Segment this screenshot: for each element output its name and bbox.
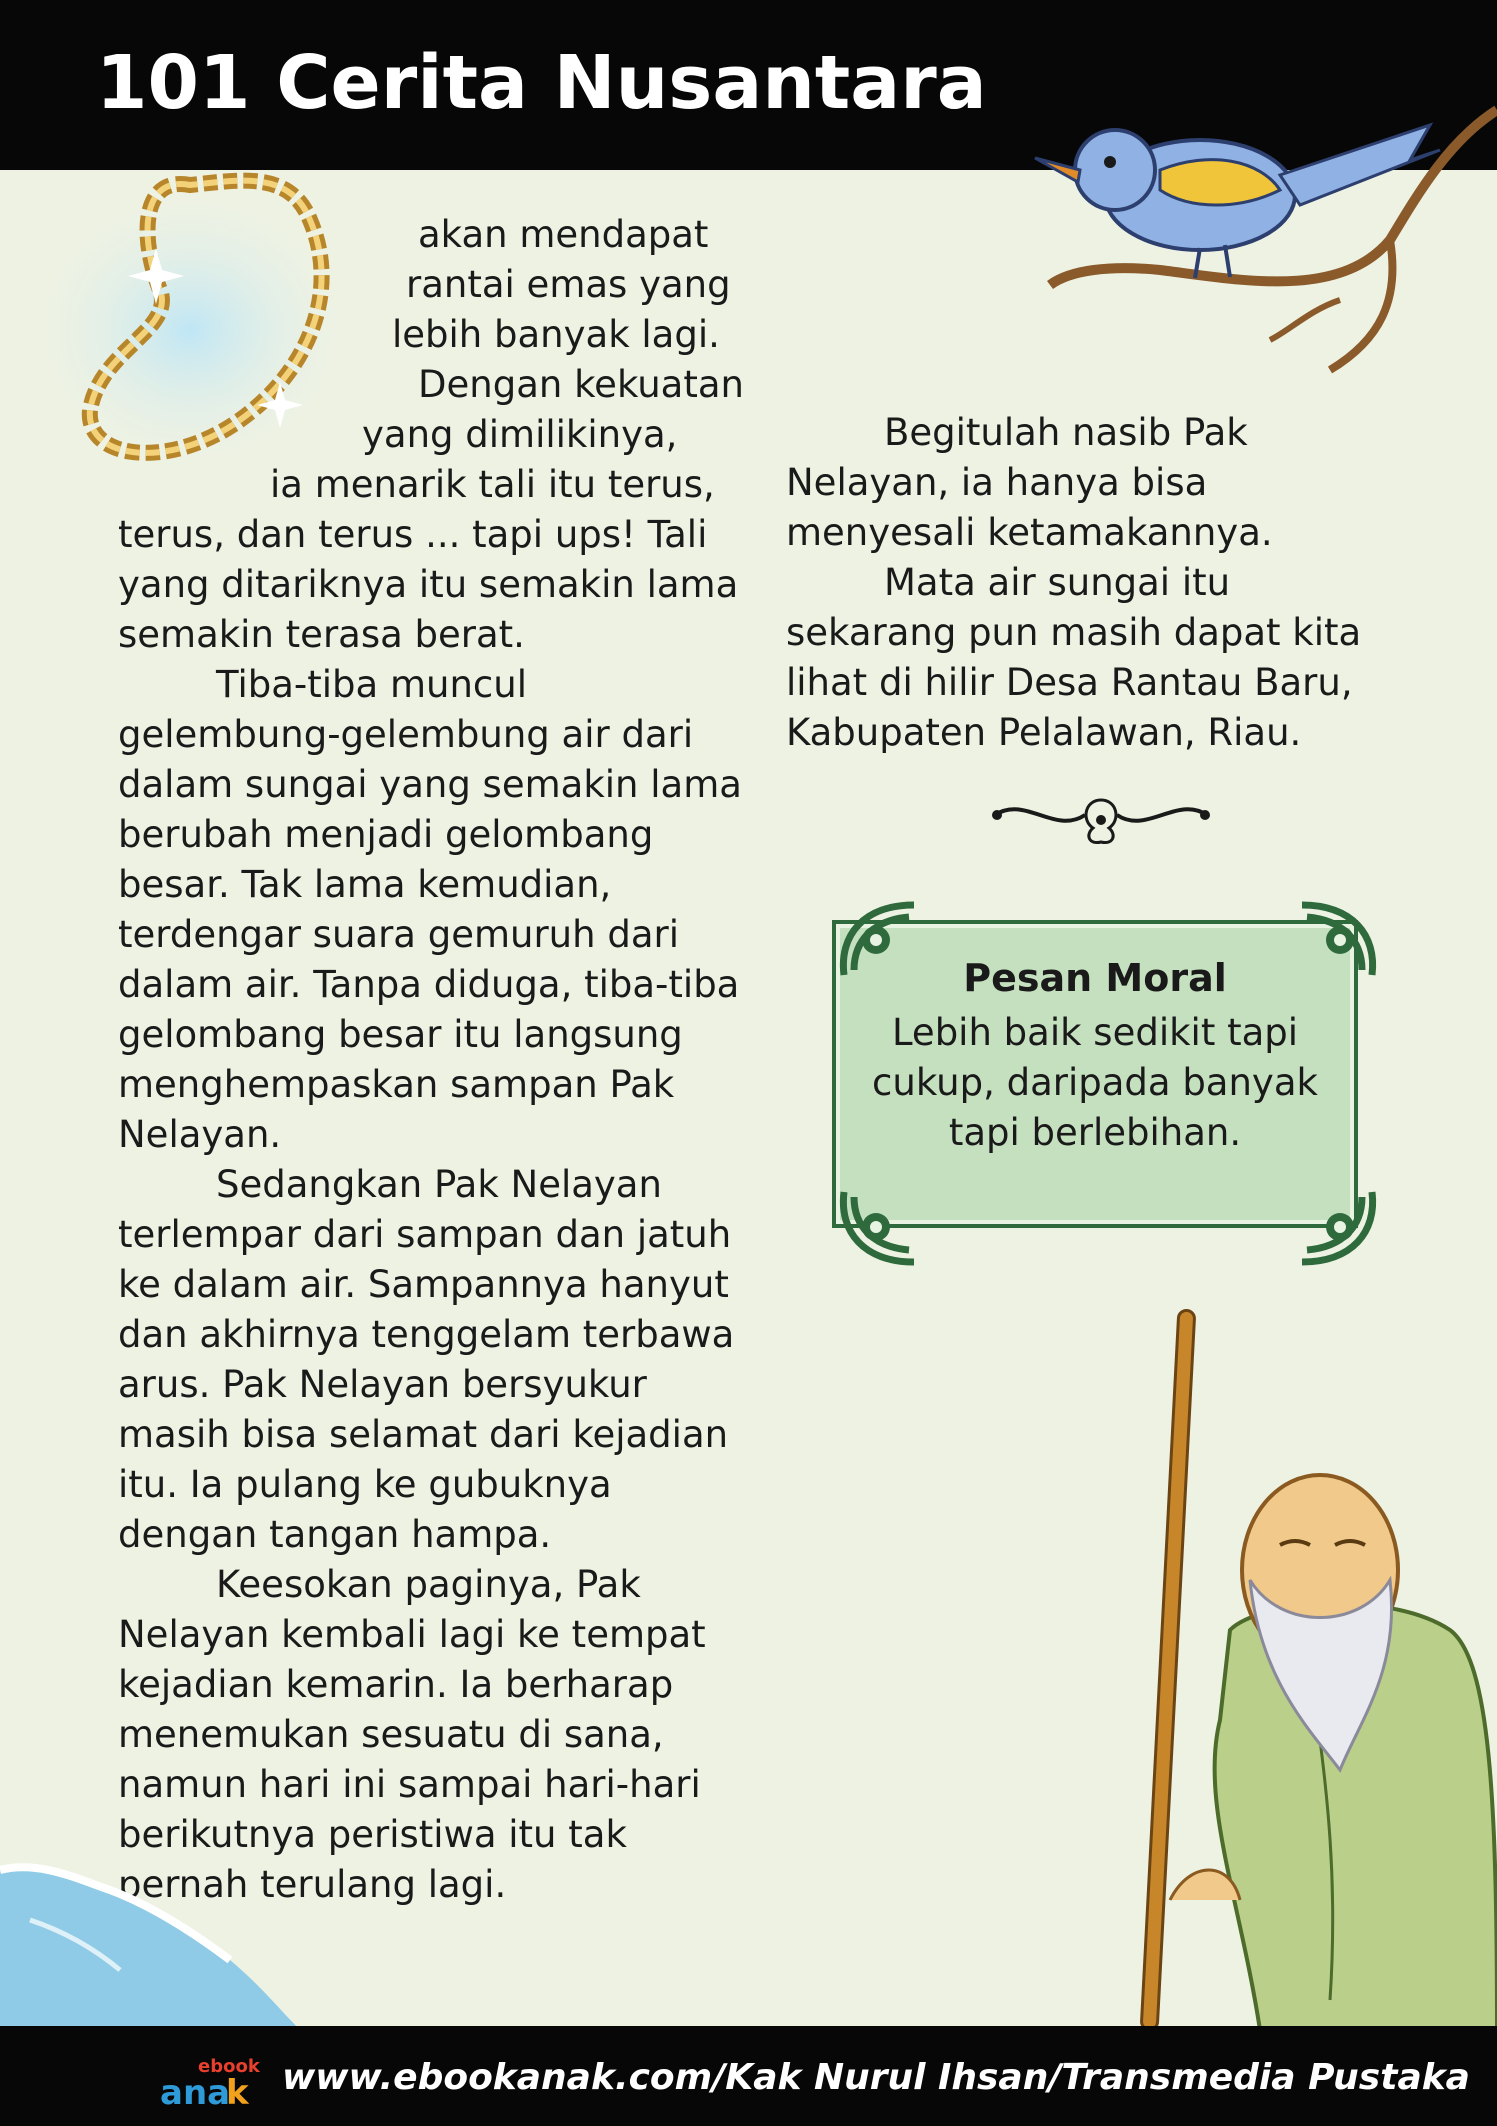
page-title: 101 Cerita Nusantara (96, 40, 987, 126)
old-man-with-staff-icon (1110, 1300, 1497, 2030)
paragraph: Mata air sungai itu sekarang pun masih dapat kita lihat di hilir Desa Rantau Baru, Kabupaten Pelalawan, Riau. (786, 561, 1362, 754)
right-column (786, 408, 1406, 758)
ornament-divider-icon (985, 790, 1217, 850)
moral-line: cukup, daripada banyak (872, 1061, 1318, 1104)
svg-text:ebook: ebook (198, 2056, 260, 2077)
river-water-icon (0, 1850, 300, 2030)
paragraph: terus, dan terus ... tapi ups! Tali yang ditariknya itu semakin lama semakin terasa berat. (118, 513, 739, 656)
page-footer (0, 2026, 1497, 2126)
text-line: rantai emas yang (406, 263, 731, 306)
text-line: lebih banyak lagi. (392, 313, 720, 356)
moral-title: Pesan Moral (963, 956, 1227, 1000)
ebookanak-logo (158, 2050, 278, 2110)
paragraph: Keesokan paginya, Pak Nelayan kembali lagi ke tempat kejadian kemarin. Ia berharap menemukan sesuatu di sana, namun hari ini sampai hari-hari berikutnya peristiwa itu tak pernah terulang lagi. (118, 1563, 706, 1906)
left-column (118, 210, 758, 1910)
text-line: yang dimilikinya, (362, 413, 678, 456)
paragraph: Begitulah nasib Pak Nelayan, ia hanya bisa menyesali ketamakannya. (786, 411, 1273, 554)
corner-ornament-icon (1290, 1180, 1382, 1272)
paragraph: Tiba-tiba muncul gelembung-gelembung air dari dalam sungai yang semakin lama berubah menjadi gelombang besar. Tak lama kemudian, terdengar suara gemuruh dari dalam air. Tanpa diduga, tiba-tiba gelombang besar itu langsung menghempaskan sampan Pak Nelayan. (118, 663, 742, 1156)
svg-text:ana: ana (160, 2073, 231, 2110)
moral-line: Lebih baik sedikit tapi (891, 1011, 1299, 1054)
text-line: ia menarik tali itu terus, (270, 463, 715, 506)
text-line: Dengan kekuatan (418, 363, 744, 406)
bird-on-branch-icon (1010, 100, 1497, 400)
text-line: akan mendapat (418, 213, 709, 256)
corner-ornament-icon (834, 1180, 926, 1272)
moral-text (832, 1008, 1358, 1158)
footer-credit: www.ebookanak.com/Kak Nurul Ihsan/Transmedia Pustaka (282, 2057, 1470, 2098)
paragraph: Sedangkan Pak Nelayan terlempar dari sampan dan jatuh ke dalam air. Sampannya hanyut dan akhirnya tenggelam terbawa arus. Pak Nelayan bersyukur masih bisa selamat dari kejadian itu. Ia pulang ke gubuknya dengan tangan hampa. (118, 1163, 735, 1556)
svg-text:k: k (226, 2073, 249, 2110)
moral-line: tapi berlebihan. (948, 1111, 1242, 1154)
